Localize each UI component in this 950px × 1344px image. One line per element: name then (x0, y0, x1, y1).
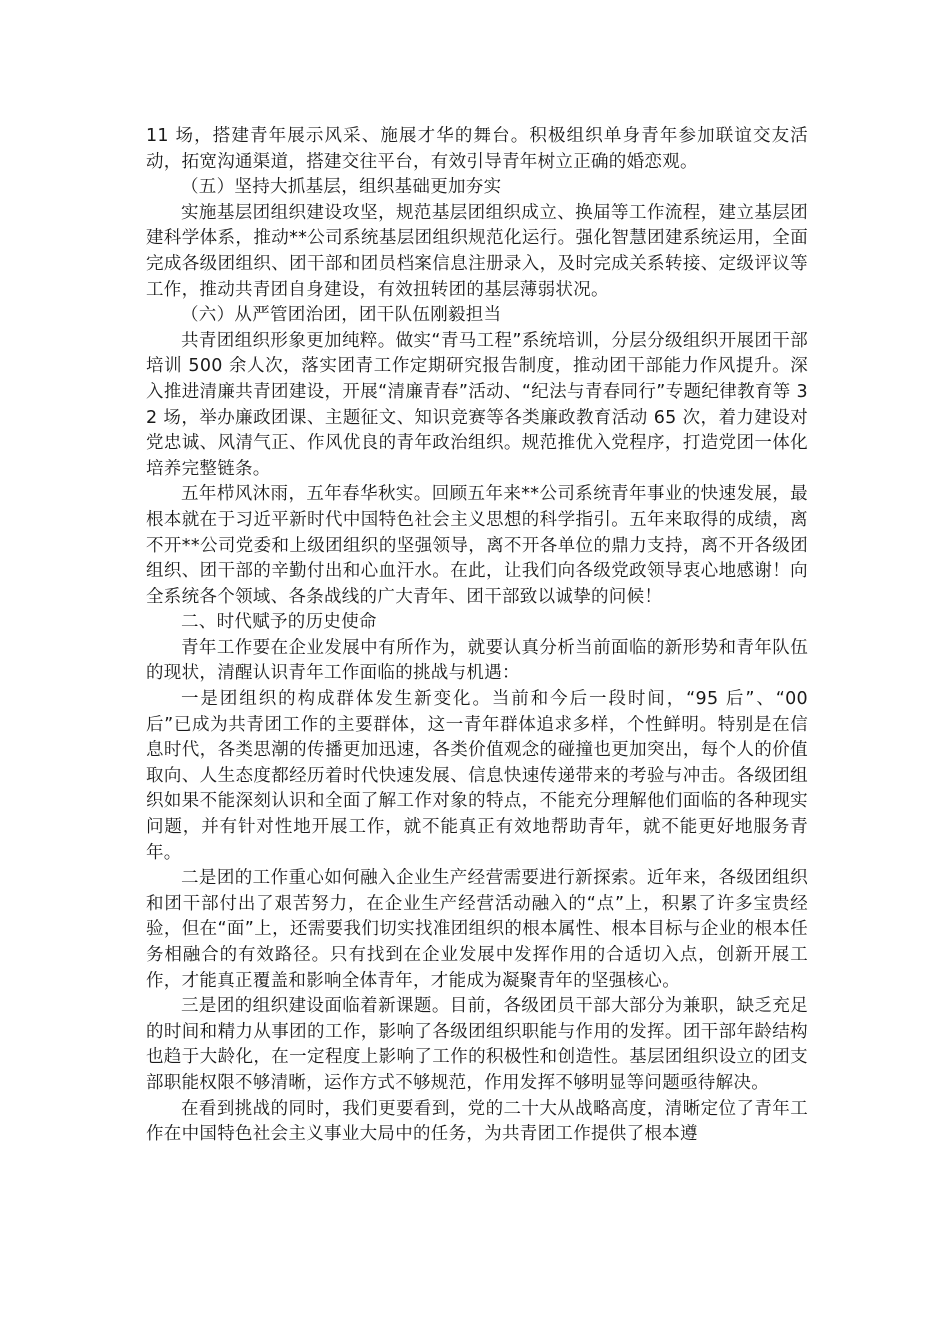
paragraph: 在看到挑战的同时，我们更要看到，党的二十大从战略高度，清晰定位了青年工作在中国特色社会主义事业大局中的任务，为共青团工作提供了根本遵 (146, 1098, 808, 1145)
paragraph: 三是团的组织建设面临着新课题。目前，各级团员干部大部分为兼职，缺乏充足的时间和精力从事团的工作，影响了各级团组织职能与作用的发挥。团干部年龄结构也趋于大龄化，在一定程度上影响了工作的积极性和创造性。基层团组织设立的团支部职能权限不够清晰，运作方式不够规范，作用发挥不够明显等问题亟待解决。 (146, 996, 808, 1093)
paragraph: 实施基层团组织建设攻坚，规范基层团组织成立、换届等工作流程，建立基层团建科学体系，推动**公司系统基层团组织规范化运行。强化智慧团建系统运用，全面完成各级团组织、团干部和团员档案信息注册录入，及时完成关系转接、定级评议等工作，推动共青团自身建设，有效扭转团的基层薄弱状况。 (146, 202, 808, 300)
chapter-heading-two: 二、时代赋予的历史使命 (181, 612, 377, 633)
paragraph: 共青团组织形象更加纯粹。做实“青马工程”系统培训，分层分级组织开展团干部培训 500 余人次，落实团青工作定期研究报告制度，推动团干部能力作风提升。深入推进清廉共青团建设，开展“清廉青春”活动、“纪法与青春同行”专题纪律教育等 32 场，举办廉政团课、主题征文、知识竞赛等各类廉政教育活动 65 次，着力建设对党忠诚、风清气正、作风优良的青年政治组织。规范推优入党程序，打造党团一体化培养完整链条。 (146, 330, 808, 479)
document-body (146, 124, 808, 1148)
paragraph: 青年工作要在企业发展中有所作为，就要认真分析当前面临的新形势和青年队伍的现状，清醒认识青年工作面临的挑战与机遇： (146, 637, 808, 684)
paragraph: 二是团的工作重心如何融入企业生产经营需要进行新探索。近年来，各级团组织和团干部付出了艰苦努力，在企业生产经营活动融入的“点”上，积累了许多宝贵经验，但在“面”上，还需要我们切实找准团组织的根本属性、根本目标与企业的根本任务相融合的有效路径。只有找到在企业发展中发挥作用的合适切入点，创新开展工作，才能真正覆盖和影响全体青年，才能成为凝聚青年的坚强核心。 (146, 868, 808, 991)
paragraph: 一是团组织的构成群体发生新变化。当前和今后一段时间，“95 后”、“00 后”已成为共青团工作的主要群体，这一青年群体追求多样，个性鲜明。特别是在信息时代，各类思潮的传播更加迅速，各类价值观念的碰撞也更加突出，每个人的价值取向、人生态度都经历着时代快速发展、信息快速传递带来的考验与冲击。各级团组织如果不能深刻认识和全面了解工作对象的特点，不能充分理解他们面临的各种现实问题，并有针对性地开展工作，就不能真正有效地帮助青年，就不能更好地服务青年。 (146, 689, 808, 863)
paragraph-continuation: 11 场，搭建青年展示风采、施展才华的舞台。积极组织单身青年参加联谊交友活动，拓宽沟通渠道，搭建交往平台，有效引导青年树立正确的婚恋观。 (146, 126, 808, 172)
section-heading-five: （五）坚持大抓基层，组织基础更加夯实 (181, 177, 502, 198)
section-heading-six: （六）从严管团治团，团干队伍刚毅担当 (181, 305, 502, 326)
paragraph: 五年栉风沐雨，五年春华秋实。回顾五年来**公司系统青年事业的快速发展，最根本就在于习近平新时代中国特色社会主义思想的科学指引。五年来取得的成绩，离不开**公司党委和上级团组织的坚强领导，离不开各单位的鼎力支持，离不开各级团组织、团干部的辛勤付出和心血汗水。在此，让我们向各级党政领导衷心地感谢！向全系统各个领域、各条战线的广大青年、团干部致以诚挚的问候！ (146, 484, 808, 607)
